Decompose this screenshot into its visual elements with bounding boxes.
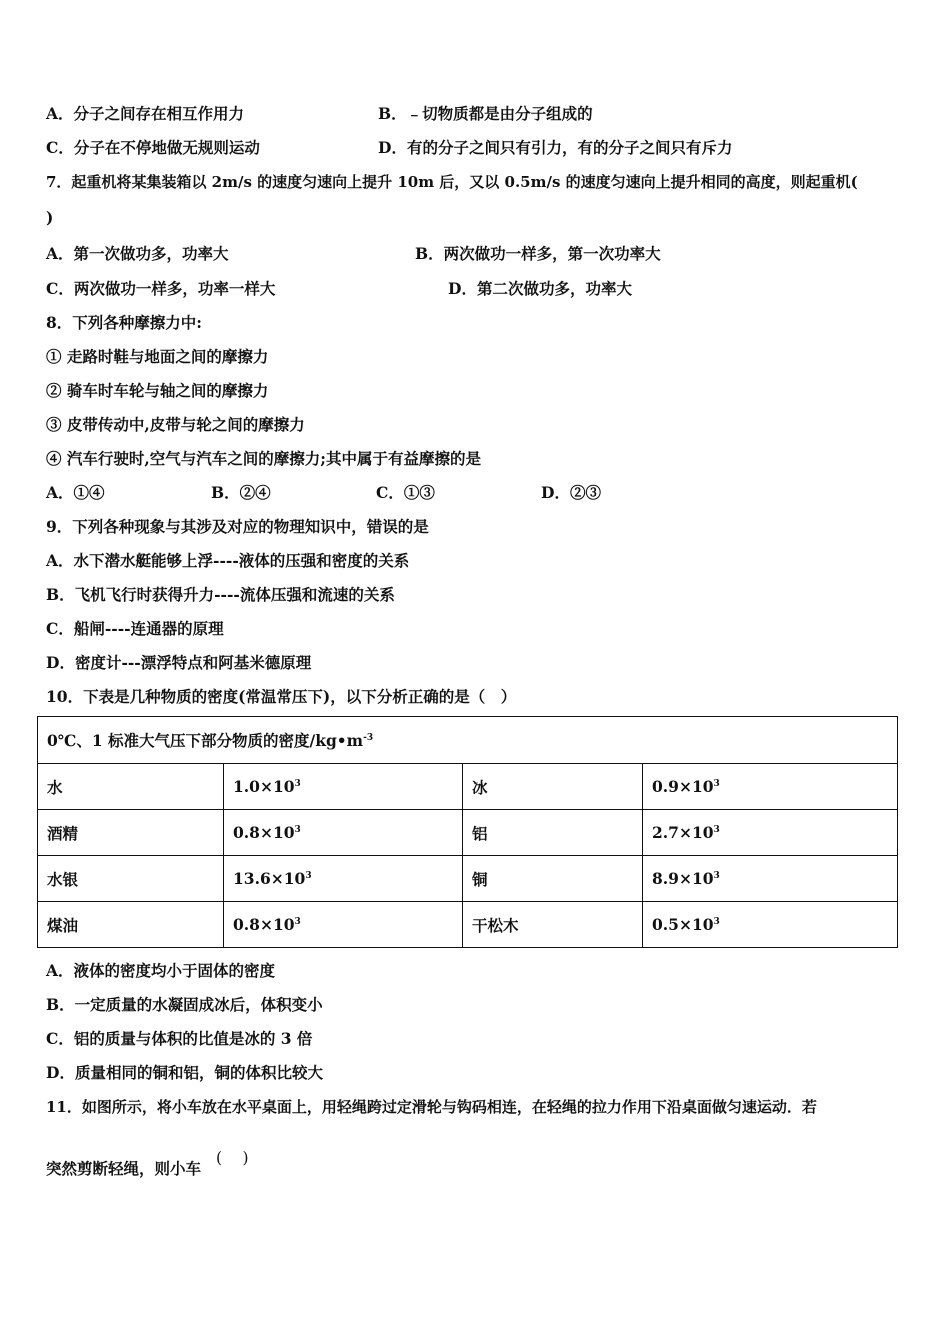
q7-stem-end: )	[46, 208, 54, 227]
q7-option-a: A．第一次做功多，功率大	[46, 244, 229, 263]
density-unit-exponent: -3	[363, 732, 374, 743]
density-value: $0.5\times 10^3$	[643, 902, 898, 948]
q8-option-d: D．②③	[541, 483, 601, 502]
density-value: $0.8\times 10^3$	[224, 810, 463, 856]
q8-stem: 8．下列各种摩擦力中:	[46, 313, 203, 332]
substance-name: 酒精	[38, 810, 224, 856]
q8-item-3: ③ 皮带传动中,皮带与轮之间的摩擦力	[46, 415, 305, 434]
q8-item-4: ④ 汽车行驶时,空气与汽车之间的摩擦力;其中属于有益摩擦的是	[46, 449, 482, 468]
density-value: $13.6\times 10^3$	[224, 856, 463, 902]
q7-option-b: B．两次做功一样多，第一次功率大	[415, 244, 661, 263]
density-value: $0.8\times 10^3$	[224, 902, 463, 948]
q6-option-c: C．分子在不停地做无规则运动	[46, 138, 260, 157]
q6-option-a: A．分子之间存在相互作用力	[46, 104, 245, 123]
q10-option-c: C．铝的质量与体积的比值是冰的 3 倍	[46, 1029, 313, 1048]
q9-option-d: D．密度计---漂浮特点和阿基米德原理	[46, 653, 312, 672]
density-value: $2.7\times 10^3$	[643, 810, 898, 856]
density-value: $1.0\times 10^3$	[224, 764, 463, 810]
density-value: $0.9\times 10^3$	[643, 764, 898, 810]
table-row	[38, 810, 898, 856]
q9-stem: 9．下列各种现象与其涉及对应的物理知识中，错误的是	[46, 517, 429, 536]
table-row	[38, 902, 898, 948]
table-row	[38, 856, 898, 902]
q7-stem: 7．起重机将某集装箱以 2m/s 的速度匀速向上提升 10m 后，又以 0.5m/s 的速度匀速向上提升相同的高度，则起重机(	[46, 173, 858, 191]
substance-name: 冰	[463, 764, 643, 810]
density-table-title-text: 0℃、1 标准大气压下部分物质的密度/kg•m	[47, 731, 364, 750]
q9-option-a: A．水下潜水艇能够上浮----液体的压强和密度的关系	[46, 551, 410, 570]
substance-name: 铝	[463, 810, 643, 856]
q10-option-d: D．质量相同的铜和铝，铜的体积比较大	[46, 1063, 323, 1082]
density-table-header-row	[38, 717, 898, 764]
substance-name: 煤油	[38, 902, 224, 948]
q10-option-a: A．液体的密度均小于固体的密度	[46, 961, 276, 980]
q10-option-b: B．一定质量的水凝固成冰后，体积变小	[46, 995, 323, 1014]
q11-stem: 11．如图所示，将小车放在水平桌面上，用轻绳跨过定滑轮与钩码相连，在轻绳的拉力作用下沿桌面做匀速运动．若	[46, 1098, 817, 1116]
density-value: $8.9\times 10^3$	[643, 856, 898, 902]
q9-option-c: C．船闸----连通器的原理	[46, 619, 224, 638]
q6-option-d: D．有的分子之间只有引力，有的分子之间只有斥力	[378, 138, 733, 157]
q8-item-2: ② 骑车时车轮与轴之间的摩擦力	[46, 381, 269, 400]
q8-option-a: A．①④	[46, 483, 105, 502]
density-table	[37, 716, 898, 948]
q11-answer-blank: ( )	[216, 1149, 249, 1167]
q7-option-c: C．两次做功一样多，功率一样大	[46, 279, 276, 298]
q10-stem: 10．下表是几种物质的密度(常温常压下)，以下分析正确的是（ ）	[46, 687, 517, 706]
substance-name: 水银	[38, 856, 224, 902]
q8-option-c: C．①③	[376, 483, 435, 502]
table-row	[38, 764, 898, 810]
q7-option-d: D．第二次做功多，功率大	[448, 279, 632, 298]
substance-name: 铜	[463, 856, 643, 902]
density-table-title	[38, 717, 898, 764]
q9-option-b: B．飞机飞行时获得升力----流体压强和流速的关系	[46, 585, 395, 604]
q8-item-1: ① 走路时鞋与地面之间的摩擦力	[46, 347, 269, 366]
q8-option-b: B．②④	[211, 483, 271, 502]
q11-stem-line2: 突然剪断轻绳，则小车	[46, 1159, 202, 1178]
substance-name: 水	[38, 764, 224, 810]
q6-option-b: B．﹣切物质都是由分子组成的	[378, 104, 593, 123]
substance-name: 干松木	[463, 902, 643, 948]
